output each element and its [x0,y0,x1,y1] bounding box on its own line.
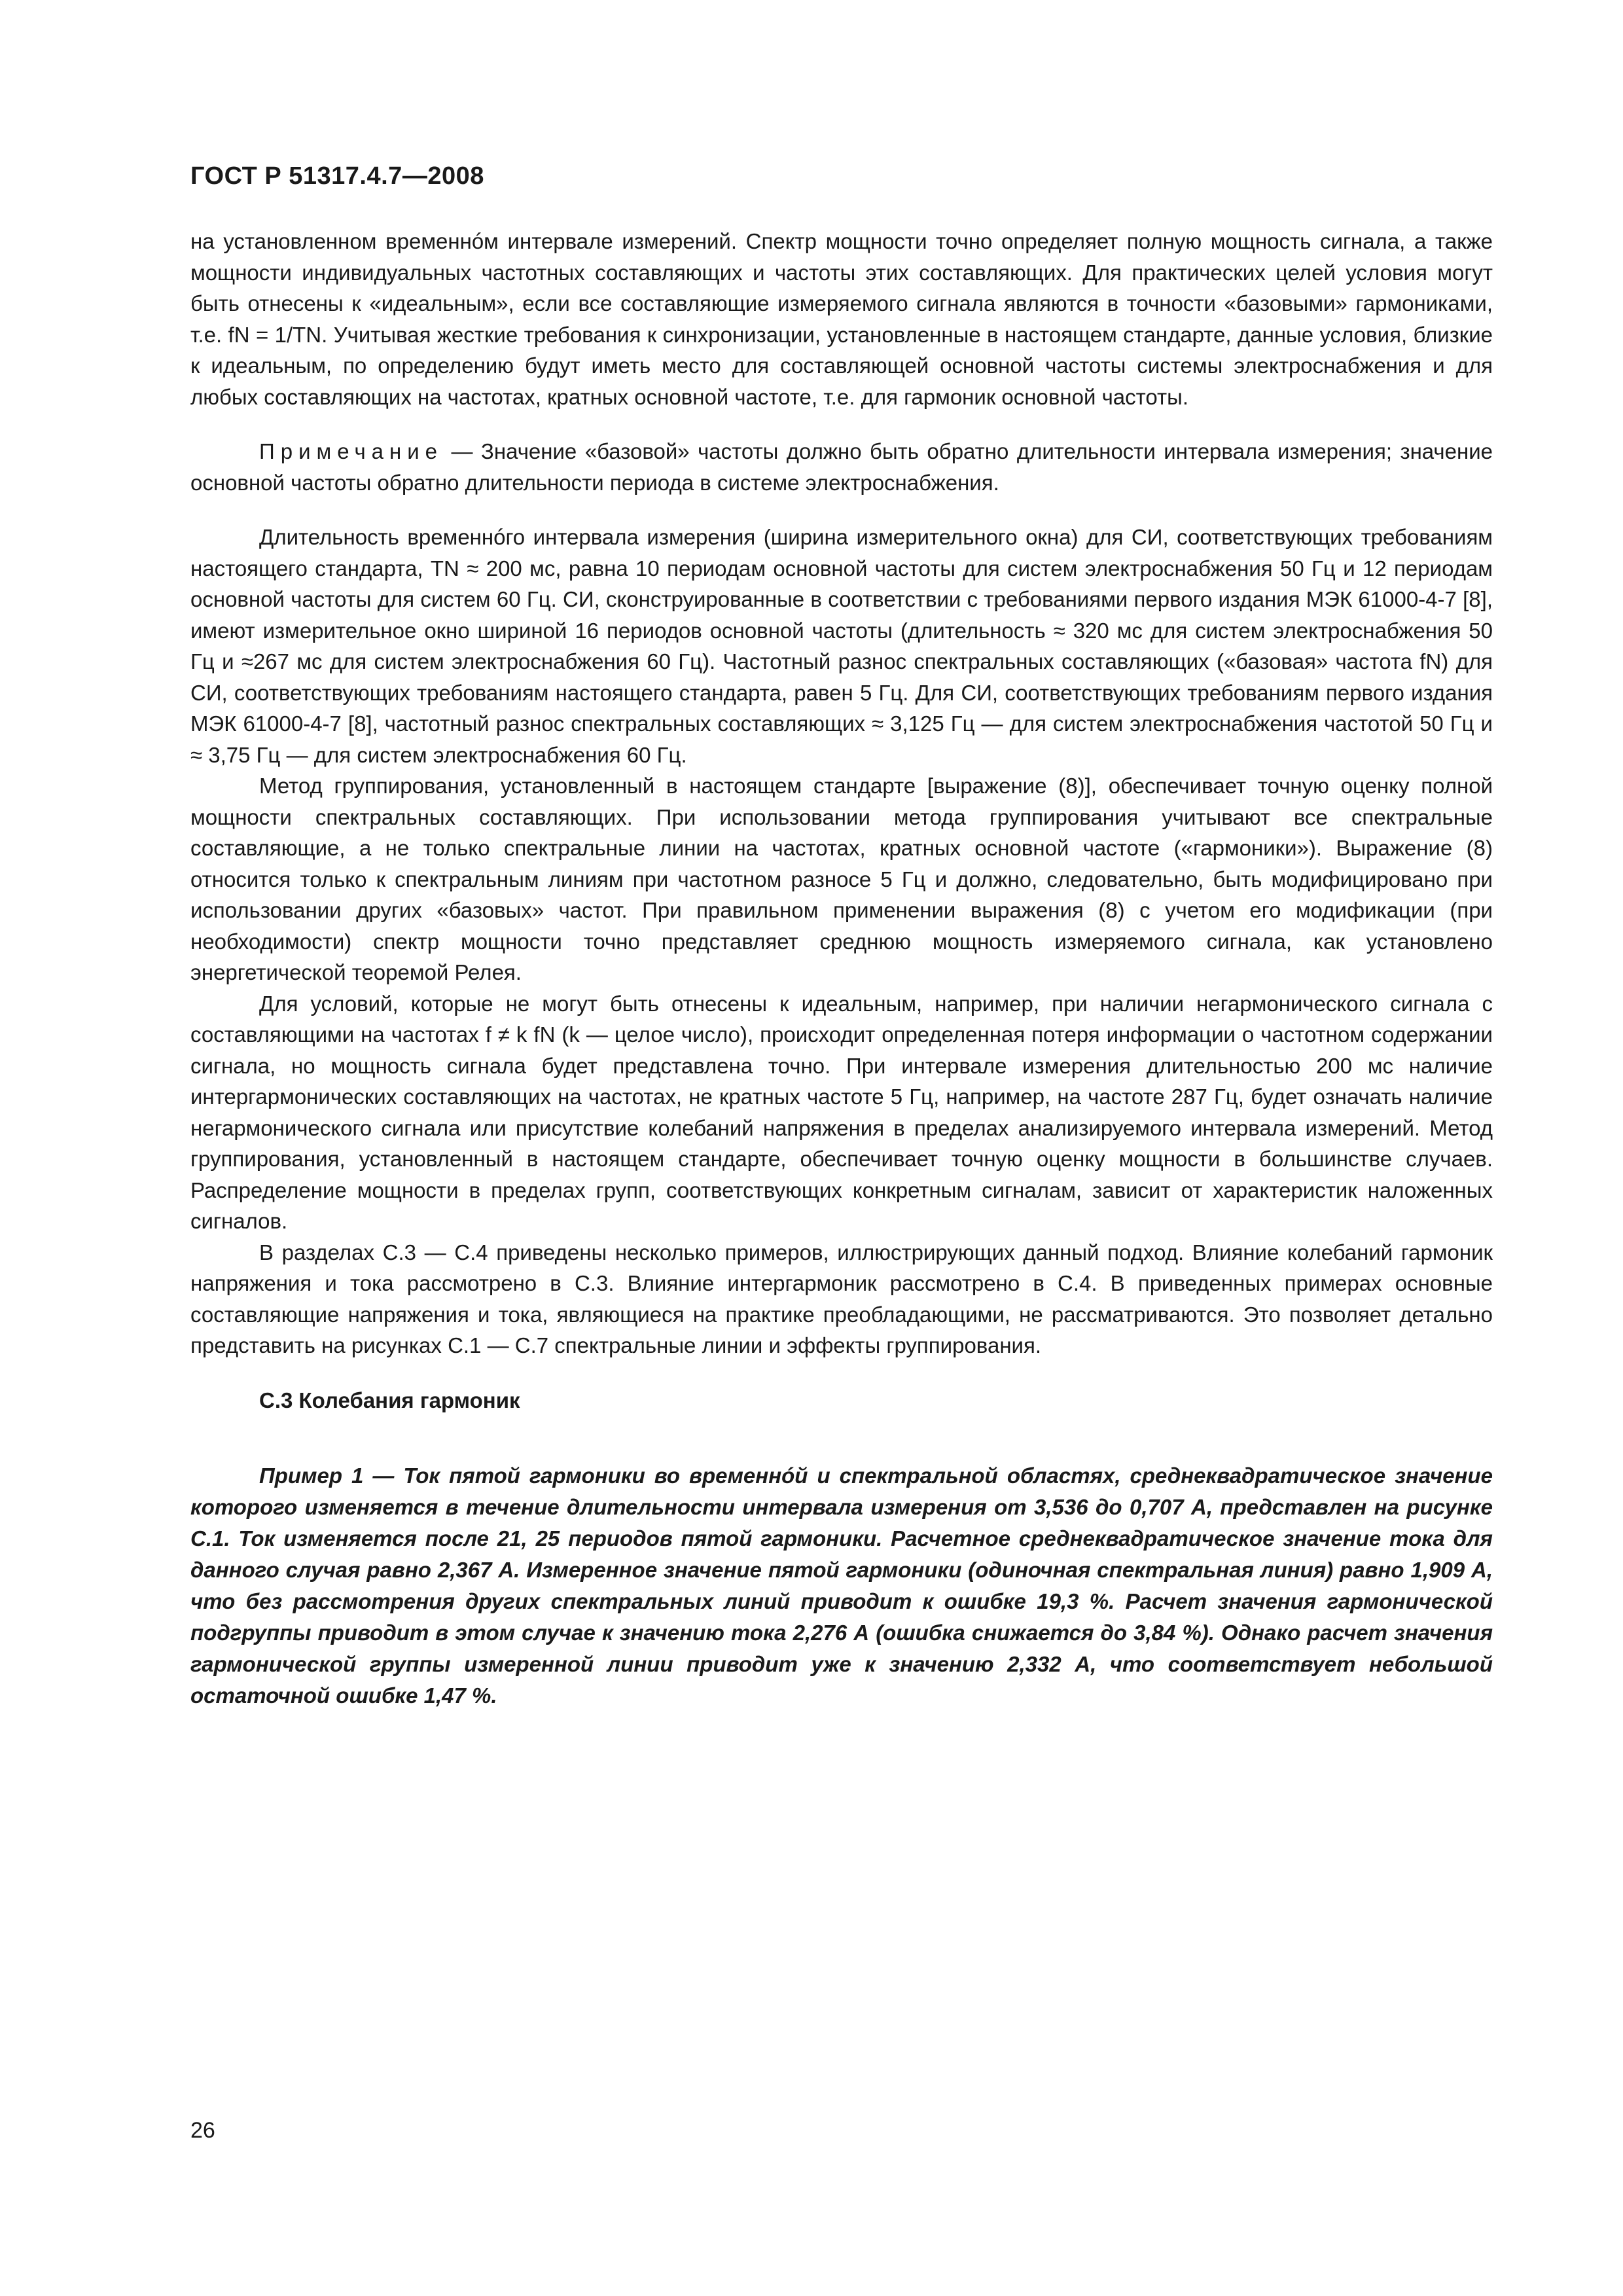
paragraph-examples-intro: В разделах С.3 — С.4 приведены несколько примеров, иллюстрирующих данный подход. Влияние колебаний гармоник напряжения и тока рассмотрено в С.3. Влияние интергармоник рассмотрено в С.4. В приведенных примерах основные составляющие напряжения и тока, являющиеся на практике преобладающими, не рассматриваются. Это позволяет детально представить на рисунках С.1 — С.7 спектральные линии и эффекты группирования. [190,1240,1493,1357]
paragraph-grouping-method: Метод группирования, установленный в настоящем стандарте [выражение (8)], обеспечивает точную оценку полной мощности спектральных составляющих. При использовании метода группирования учитывают все спектральные составляющие, а не только спектральные линии на частотах, кратных основной частоте («гармоники»). Выражение (8) относится только к спектральным линиям при частотном разносе 5 Гц и должно, следовательно, быть модифицировано при использовании других «базовых» частот. При правильном применении выражения (8) с учетом его модификации (при необходимости) спектр мощности точно представляет среднюю мощность измеряемого сигнала, как установлено энергетической теоремой Релея. [190,774,1493,984]
document-header: ГОСТ Р 51317.4.7—2008 [190,162,484,190]
paragraph-non-ideal-conditions: Для условий, которые не могут быть отнесены к идеальным, например, при наличии негармонического сигнала с составляющими на частотах f ≠ k fN (k — целое число), происходит определенная потеря информации о частотном содержании сигнала, но мощность сигнала будет представлена точно. При интервале измерения длительностью 200 мс наличие интергармонических составляющих на частотах, не кратных частоте 5 Гц, например, на частоте 287 Гц, будет означать наличие негармонического сигнала или присутствие колебаний напряжения в пределах анализируемого интервала измерений. Метод группирования, установленный в настоящем стандарте, обеспечивает точную оценку мощности в большинстве случаев. Распределение мощности в пределах групп, соответствующих конкретным сигналам, зависит от характеристик наложенных сигналов. [190,991,1493,1233]
section-heading: С.3 Колебания гармоник [259,1388,520,1412]
note-label: Примечание [259,439,444,463]
note-paragraph [190,436,1493,498]
example-paragraph: Пример 1 — Ток пятой гармоники во временнóй и спектральной областях, среднеквадратическое значение которого изменяется в течение длительности интервала измерения от 3,536 до 0,707 А, представлен на рисунке С.1. Ток изменяется после 21, 25 периодов пятой гармоники. Расчетное среднеквадратическое значение тока для данного случая равно 2,367 А. Измеренное значение пятой гармоники (одиночная спектральная линия) равно 1,909 А, что без рассмотрения других спектральных линий приводит к ошибке 19,3 %. Расчет значения гармонической подгруппы приводит в этом случае к значению тока 2,276 А (ошибка снижается до 3,84 %). Однако расчет значения гармонической группы измеренной линии приводит уже к значению 2,332 А, что соответствует небольшой остаточной ошибке 1,47 %. [190,1463,1493,1708]
paragraph-window-duration: Длительность временнóго интервала измерения (ширина измерительного окна) для СИ, соответствующих требованиям настоящего стандарта, TN ≈ 200 мс, равна 10 периодам основной частоты для систем электроснабжения 50 Гц и 12 периодам основной частоты для систем 60 Гц. СИ, сконструированные в соответствии с требованиями первого издания МЭК 61000-4-7 [8], имеют измерительное окно шириной 16 периодов основной частоты (длительность ≈ 320 мс для систем электроснабжения 50 Гц и ≈267 мс для систем электроснабжения 60 Гц). Частотный разнос спектральных составляющих («базовая» частота fN) для СИ, соответствующих требованиям настоящего стандарта, равен 5 Гц. Для СИ, соответствующих требованиям первого издания МЭК 61000-4-7 [8], частотный разнос спектральных составляющих ≈ 3,125 Гц — для систем электроснабжения частотой 50 Гц и ≈ 3,75 Гц — для систем электроснабжения 60 Гц. [190,525,1493,767]
note-text: — Значение «базовой» частоты должно быть обратно длительности интервала измерения; значение основной частоты обратно длительности периода в системе электроснабжения. [190,439,1493,495]
paragraph-continuation: на установленном временнóм интервале измерений. Спектр мощности точно определяет полную мощность сигнала, а также мощности индивидуальных частотных составляющих и частоты этих составляющих. Для практических целей условия могут быть отнесены к «идеальным», если все составляющие измеряемого сигнала являются в точности «базовыми» гармониками, т.е. fN = 1/TN. Учитывая жесткие требования к синхронизации, установленные в настоящем стандарте, данные условия, близкие к идеальным, по определению будут иметь место для составляющей основной частоты системы электроснабжения и для любых составляющих на частотах, кратных основной частоте, т.е. для гармоник основной частоты. [190,229,1493,409]
page-number: 26 [190,2118,215,2143]
document-body [190,226,1493,1712]
